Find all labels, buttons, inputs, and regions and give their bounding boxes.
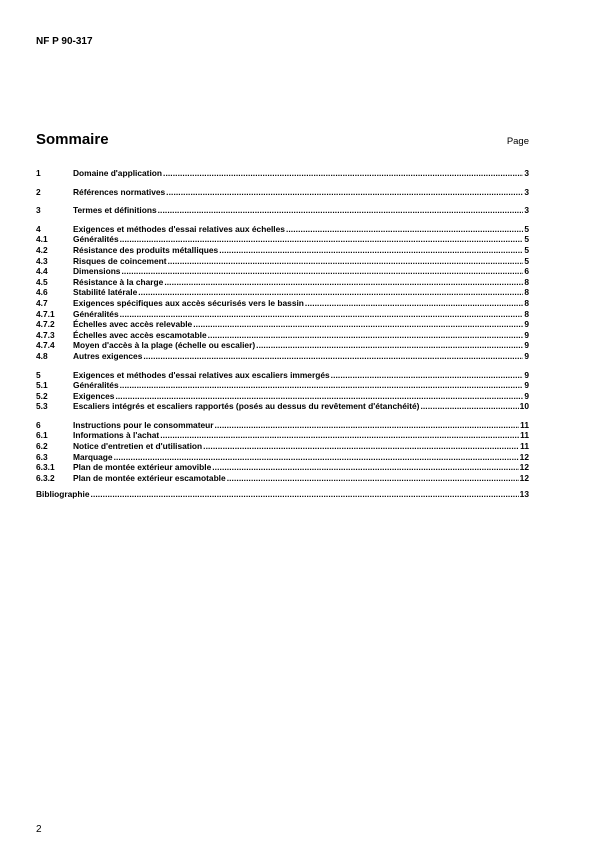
toc-entry-number: 5 — [36, 369, 41, 380]
toc-entry-title: Exigences et méthodes d'essai relatives aux escaliers immergés — [73, 369, 330, 380]
toc-entry-number: 4.5 — [36, 276, 48, 287]
toc-entry-number: 5.3 — [36, 401, 48, 412]
toc-entry-number: 4.7.2 — [36, 319, 55, 330]
toc-entry-page: 6 — [524, 266, 529, 277]
toc-dot-leader — [219, 245, 523, 256]
toc-entry-number: 6 — [36, 419, 41, 430]
toc-entry-page: 3 — [524, 186, 529, 197]
toc-entry[interactable] — [36, 420, 529, 431]
toc-dot-leader — [114, 452, 519, 463]
toc-dot-leader — [305, 298, 523, 309]
toc-entry-number: 3 — [36, 205, 41, 216]
toc-entry-title: Bibliographie — [36, 489, 90, 500]
toc-entry[interactable] — [36, 224, 529, 235]
toc-entry-title: Généralités — [73, 234, 119, 245]
toc-entry[interactable] — [36, 234, 529, 245]
toc-dot-leader — [138, 287, 523, 298]
toc-entry-title: Échelles avec accès relevable — [73, 319, 193, 330]
toc-entry-title: Informations à l'achat — [73, 430, 160, 441]
toc-dot-leader — [115, 391, 523, 402]
toc-entry-title: Généralités — [73, 308, 119, 319]
toc-entry-number: 6.1 — [36, 430, 48, 441]
toc-entry-title: Échelles avec accès escamotable — [73, 329, 207, 340]
toc-entry-page: 12 — [519, 472, 529, 483]
toc-entry-title: Escaliers intégrés et escaliers rapportés (posés au dessus du revêtement d'étanchéité) — [73, 401, 420, 412]
toc-entry-page: 9 — [524, 329, 529, 340]
toc-entry-number: 4.1 — [36, 234, 48, 245]
toc-entry[interactable] — [36, 462, 529, 473]
toc-entry-number: 2 — [36, 186, 41, 197]
toc-entry-page: 11 — [520, 430, 529, 441]
toc-entry-title: Notice d'entretien et d'utilisation — [73, 441, 203, 452]
toc-entry[interactable] — [36, 287, 529, 298]
toc-entry-page: 5 — [524, 244, 529, 255]
toc-entry-number: 6.3 — [36, 451, 48, 462]
toc-entry[interactable] — [36, 168, 529, 179]
toc-dot-leader — [120, 234, 524, 245]
toc-dot-leader — [208, 330, 524, 341]
toc-entry-number: 4.2 — [36, 244, 48, 255]
toc-entry-page: 12 — [519, 462, 529, 473]
toc-entry-number: 4.6 — [36, 287, 48, 298]
document-reference: NF P 90-317 — [36, 36, 93, 47]
toc-dot-leader — [166, 187, 523, 198]
toc-heading: Sommaire — [36, 131, 109, 148]
toc-entry[interactable] — [36, 319, 529, 330]
toc-entry-title: Termes et définitions — [73, 205, 157, 216]
toc-entry-page: 9 — [524, 380, 529, 391]
toc-entry-number: 5.2 — [36, 390, 48, 401]
toc-entry[interactable] — [36, 330, 529, 341]
toc-entry[interactable] — [36, 380, 529, 391]
toc-entry-page: 5 — [524, 255, 529, 266]
toc-entry-number: 4.7 — [36, 297, 48, 308]
toc-dot-leader — [286, 224, 523, 235]
toc-entry-page: 11 — [520, 441, 529, 452]
toc-entry-title: Plan de montée extérieur amovible — [73, 462, 212, 473]
toc-entry[interactable] — [36, 430, 529, 441]
toc-entry-page: 3 — [524, 168, 529, 178]
toc-entry[interactable] — [36, 441, 529, 452]
toc-entry-title: Exigences spécifiques aux accès sécurisés vers le bassin — [73, 297, 304, 308]
toc-entry-page: 9 — [524, 350, 529, 361]
toc-entry-page: 9 — [524, 390, 529, 401]
toc-entry-page: 9 — [524, 319, 529, 330]
toc-entry-page: 5 — [524, 234, 529, 245]
toc-dot-leader — [91, 489, 519, 500]
toc-dot-leader — [120, 309, 524, 320]
toc-entry-number: 4.8 — [36, 350, 48, 361]
toc-entry-page: 8 — [524, 297, 529, 308]
toc-entry-title: Risques de coincement — [73, 255, 167, 266]
toc-entry[interactable] — [36, 340, 529, 351]
toc-dot-leader — [256, 340, 523, 351]
page-number: 2 — [36, 824, 42, 835]
toc-dot-leader — [331, 370, 524, 381]
toc-entry-title: Moyen d'accès à la plage (échelle ou escalier) — [73, 340, 256, 351]
toc-entry[interactable] — [36, 298, 529, 309]
toc-entry-page: 13 — [519, 489, 529, 500]
toc-entry[interactable] — [36, 309, 529, 320]
toc-entry-title: Exigences — [73, 390, 115, 401]
toc-dot-leader — [215, 420, 520, 431]
toc-dot-leader — [158, 205, 524, 216]
toc-entry-title: Généralités — [73, 380, 119, 391]
toc-entry-number: 4.7.1 — [36, 308, 55, 319]
toc-entry-title: Références normatives — [73, 186, 166, 197]
toc-entry-page: 12 — [519, 451, 529, 462]
toc-dot-leader — [160, 430, 519, 441]
toc-entry-page: 9 — [524, 340, 529, 351]
toc-entry-title: Instructions pour le consommateur — [73, 419, 214, 430]
toc-entry[interactable] — [36, 245, 529, 256]
toc-dot-leader — [193, 319, 523, 330]
toc-entry-title: Stabilité latérale — [73, 287, 138, 298]
toc-entry[interactable] — [36, 351, 529, 362]
toc-dot-leader — [212, 462, 518, 473]
toc-entry-title: Marquage — [73, 451, 113, 462]
toc-dot-leader — [420, 401, 518, 412]
toc-entry-page: 8 — [524, 287, 529, 298]
toc-entry[interactable] — [36, 452, 529, 463]
toc-entry-title: Dimensions — [73, 266, 121, 277]
toc-entry-page: 8 — [524, 308, 529, 319]
toc-entry-page: 9 — [524, 369, 529, 380]
toc-entry-number: 6.3.2 — [36, 472, 55, 483]
toc-entry[interactable] — [36, 256, 529, 267]
toc-dot-leader — [168, 256, 524, 267]
toc-entry[interactable] — [36, 266, 529, 277]
toc-dot-leader — [164, 277, 523, 288]
toc-entry-title: Exigences et méthodes d'essai relatives aux échelles — [73, 223, 285, 234]
toc-entry-bibliography[interactable] — [36, 489, 529, 500]
toc-entry-page: 5 — [524, 223, 529, 234]
toc-entry[interactable] — [36, 277, 529, 288]
table-of-contents — [36, 168, 529, 500]
toc-entry-title: Plan de montée extérieur escamotable — [73, 472, 226, 483]
toc-entry-number: 5.1 — [36, 380, 48, 391]
toc-entry-title: Domaine d'application — [73, 168, 163, 178]
toc-entry-number: 1 — [36, 168, 41, 178]
toc-dot-leader — [120, 380, 524, 391]
toc-entry[interactable] — [36, 401, 529, 412]
toc-entry-number: 6.2 — [36, 441, 48, 452]
toc-entry-number: 4.4 — [36, 266, 48, 277]
toc-entry[interactable] — [36, 187, 529, 198]
toc-dot-leader — [163, 168, 523, 179]
toc-entry[interactable] — [36, 205, 529, 216]
toc-entry-page: 11 — [520, 419, 529, 430]
toc-entry-page: 3 — [524, 205, 529, 216]
toc-dot-leader — [143, 351, 523, 362]
toc-entry-page: 10 — [519, 401, 529, 412]
toc-entry[interactable] — [36, 473, 529, 484]
toc-entry-number: 4.7.3 — [36, 329, 55, 340]
page-column-label: Page — [506, 136, 529, 147]
toc-entry[interactable] — [36, 370, 529, 381]
toc-entry-title: Résistance à la charge — [73, 276, 164, 287]
toc-dot-leader — [203, 441, 519, 452]
toc-entry-title: Autres exigences — [73, 350, 143, 361]
toc-entry-number: 4 — [36, 223, 41, 234]
toc-entry-page: 8 — [524, 276, 529, 287]
toc-entry-number: 6.3.1 — [36, 462, 55, 473]
toc-entry-number: 4.7.4 — [36, 340, 55, 351]
toc-entry-title: Résistance des produits métalliques — [73, 244, 219, 255]
toc-entry-number: 4.3 — [36, 255, 48, 266]
toc-entry[interactable] — [36, 391, 529, 402]
toc-dot-leader — [121, 266, 523, 277]
toc-dot-leader — [227, 473, 519, 484]
